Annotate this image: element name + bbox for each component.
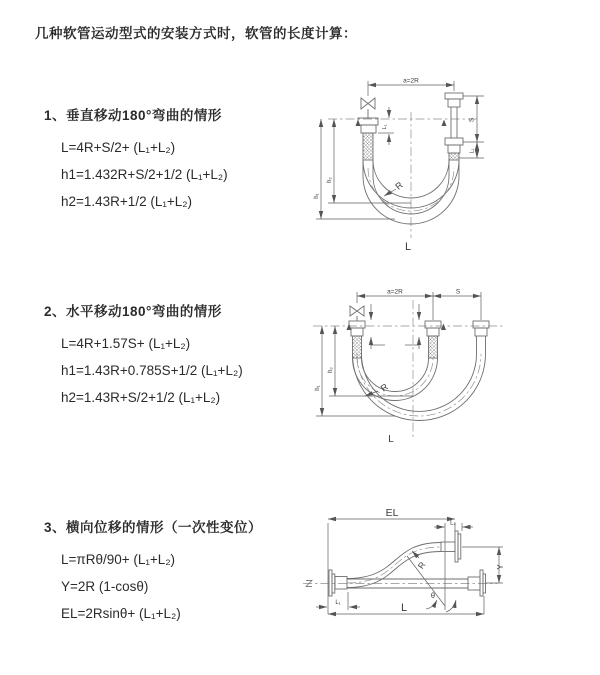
section-vertical-bend (44, 104, 228, 215)
hose-s-curve (347, 543, 441, 588)
straight-pipe (347, 570, 486, 596)
dimension-a2r (368, 78, 454, 97)
formula-line: L=4R+S/2+ (L₁+L₂) (61, 140, 176, 155)
vertical-bend-diagram (310, 72, 600, 257)
dim-label-s: S (468, 117, 476, 123)
dim-label-y: Y (496, 564, 505, 570)
section-heading: 1、垂直移动180°弯曲的情形 (44, 108, 222, 123)
dim-label-a2r: a=2R (387, 288, 403, 296)
flow-arrow-icons (347, 324, 447, 331)
left-flange (329, 570, 347, 596)
dim-label-l2: L₂ (450, 520, 456, 527)
displaced-flange (441, 531, 461, 562)
dim-label-h2: h₂ (327, 177, 333, 183)
dimension-s (459, 96, 484, 158)
formula-line: h2=1.43R+S/2+1/2 (L₁+L₂) (61, 390, 221, 405)
formula-line: h1=1.432R+S/2+1/2 (L₁+L₂) (61, 167, 228, 182)
dim-label-l1: L₁ (335, 600, 341, 606)
dim-label-theta: θ (430, 591, 436, 600)
dimension-el (328, 507, 455, 614)
hose-u-bend (353, 354, 486, 421)
lateral-displacement-diagram (298, 498, 600, 658)
dim-label-r: R (378, 381, 390, 394)
dim-label-h1: h₁ (315, 385, 321, 391)
dim-label-r: R (393, 179, 405, 192)
valve-icon (361, 98, 375, 118)
dim-label-a2r: a=2R (403, 77, 419, 85)
section-heading: 3、横向位移的情形（一次性变位） (44, 520, 263, 535)
formula-line: EL=2Rsinθ+ (L₁+L₂) (61, 606, 181, 621)
middle-flange-and-hose (425, 321, 441, 358)
formula-line: h1=1.43R+0.785S+1/2 (L₁+L₂) (61, 363, 243, 378)
right-flange-and-hose (445, 93, 463, 160)
dimension-l1-flange (378, 107, 394, 145)
dimension-y (462, 547, 505, 583)
dim-label-s: S (455, 288, 461, 296)
formula-line: L=4R+1.57S+ (L₁+L₂) (61, 336, 191, 351)
dim-label-l-total: L (400, 602, 408, 614)
valve-icon (350, 306, 364, 321)
dim-label-l1: L₁ (382, 124, 388, 130)
dimension-l2 (434, 521, 473, 532)
dim-label-h2: h₂ (328, 367, 334, 373)
dimension-l1-ticks (371, 304, 419, 349)
formula-line: h2=1.43R+1/2 (L₁+L₂) (61, 194, 193, 209)
dim-label-r: R (415, 559, 428, 571)
section-heading: 2、水平移动180°弯曲的情形 (44, 304, 222, 319)
dimension-l (328, 596, 484, 614)
formula-line: Y=2R (1-cosθ) (61, 579, 149, 594)
dim-label-l1-right: L₁ (469, 148, 476, 154)
dim-label-h1: h₁ (314, 193, 320, 199)
section-lateral-displacement (44, 516, 262, 627)
dimension-h1 (314, 119, 395, 219)
angle-theta (426, 591, 456, 612)
formula-line: L=πRθ/90+ (L₁+L₂) (61, 552, 176, 567)
radius-callout (384, 179, 405, 196)
section-horizontal-bend (44, 300, 243, 411)
left-flange-and-hose (358, 118, 378, 160)
page-title: 几种软管运动型式的安装方式时，软管的长度计算： (35, 26, 357, 41)
dim-label-l-total: L (388, 434, 394, 445)
dim-label-el: EL (385, 507, 399, 519)
left-flange-and-hose (349, 321, 365, 358)
dimension-l1 (316, 592, 360, 610)
horizontal-bend-diagram (310, 283, 600, 458)
dim-label-l-total: L (404, 241, 412, 253)
